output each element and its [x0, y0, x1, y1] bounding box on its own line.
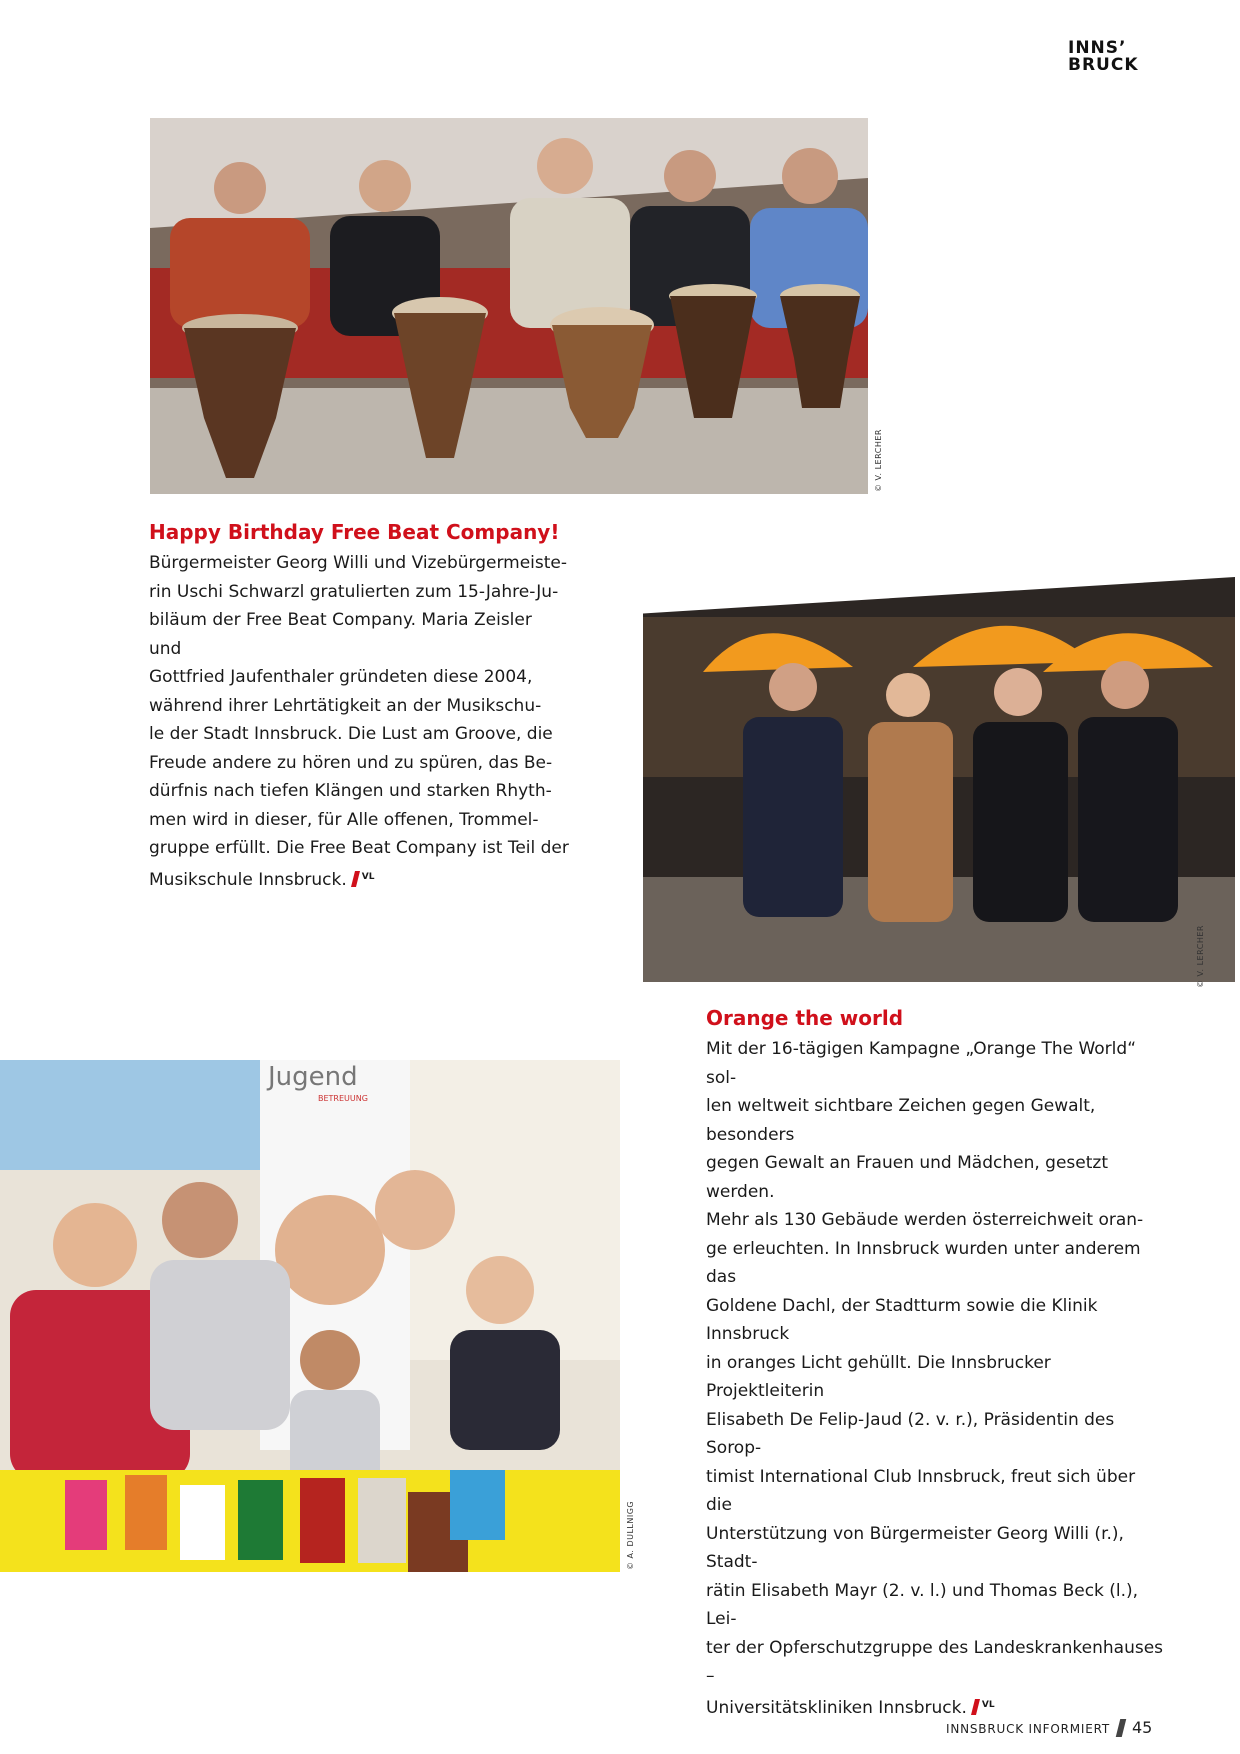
photo-credit-1: © V. LERCHER — [874, 429, 883, 492]
body-line: rätin Elisabeth Mayr (2. v. l.) und Thomas Beck (l.), Lei- — [706, 1580, 1139, 1629]
author-initials: VL — [361, 871, 375, 882]
article-orange-world — [706, 1005, 1166, 1722]
body-line: gegen Gewalt an Frauen und Mädchen, gesetzt werden. — [706, 1153, 1108, 1202]
article-title: Orange the world — [706, 1006, 904, 1030]
orange-umbrellas-photo — [643, 577, 1235, 982]
body-line: Universitätskliniken Innsbruck. — [706, 1697, 967, 1718]
sign-text: Jugend — [268, 1062, 358, 1092]
youth-care-photo — [0, 1060, 620, 1572]
end-slash-icon — [351, 871, 360, 887]
body-line: Elisabeth De Felip-Jaud (2. v. r.), Präsidentin des Sorop- — [706, 1409, 1115, 1458]
body-line: dürfnis nach tiefen Klängen und starken Rhyth- — [149, 781, 552, 801]
page-number: 45 — [1132, 1718, 1153, 1737]
body-line: Gottfried Jaufenthaler gründeten diese 2004, — [149, 667, 533, 687]
page-footer — [946, 1718, 1152, 1737]
body-line: während ihrer Lehrtätigkeit an der Musikschu- — [149, 695, 542, 716]
article-body — [706, 1035, 1166, 1722]
body-line: rin Uschi Schwarzl gratulierten zum 15-Jahre-Ju- — [149, 581, 559, 602]
body-line: Bürgermeister Georg Willi und Vizebürgermeiste- — [149, 553, 567, 573]
body-line: men wird in dieser, für Alle offenen, Trommel- — [149, 809, 539, 830]
body-line: Mit der 16-tägigen Kampagne „Orange The World“ sol- — [706, 1039, 1136, 1088]
logo-line-1: INNS’ — [1068, 38, 1127, 58]
body-line: gruppe erfüllt. Die Free Beat Company ist Teil der — [149, 838, 569, 858]
body-line: timist International Club Innsbruck, freut sich über die — [706, 1466, 1136, 1515]
body-line: Musikschule Innsbruck. — [149, 869, 347, 890]
body-line: ter der Opferschutzgruppe des Landeskrankenhauses – — [706, 1637, 1164, 1686]
photo-credit-3: © A. DULLNIGG — [626, 1500, 635, 1570]
body-line: len weltweit sichtbare Zeichen gegen Gewalt, besonders — [706, 1096, 1096, 1145]
logo-line-2: BRUCK — [1068, 55, 1139, 75]
article-free-beat — [149, 519, 569, 894]
sign-subtext: BETREUUNG — [318, 1094, 368, 1103]
body-line: Goldene Dachl, der Stadtturm sowie die Klinik Innsbruck — [706, 1295, 1098, 1344]
article-body — [149, 549, 569, 894]
article-title: Happy Birthday Free Beat Company! — [149, 520, 560, 544]
body-line: in oranges Licht gehüllt. Die Innsbrucker Projektleiterin — [706, 1352, 1051, 1401]
innsbruck-logo — [1068, 40, 1148, 74]
body-line: Freude andere zu hören und zu spüren, das Be- — [149, 752, 553, 773]
body-line: ge erleuchten. In Innsbruck wurden unter anderem das — [706, 1238, 1141, 1287]
body-line: Mehr als 130 Gebäude werden österreichweit oran- — [706, 1210, 1144, 1230]
photo-credit-2: © V. LERCHER — [1196, 925, 1205, 988]
author-initials: VL — [981, 1699, 995, 1710]
end-slash-icon — [971, 1699, 980, 1715]
body-line: biläum der Free Beat Company. Maria Zeisler und — [149, 610, 532, 659]
drum-circle-photo — [150, 118, 868, 494]
footer-divider — [1116, 1719, 1126, 1737]
body-line: Unterstützung von Bürgermeister Georg Willi (r.), Stadt- — [706, 1523, 1124, 1572]
body-line: le der Stadt Innsbruck. Die Lust am Groove, die — [149, 724, 553, 744]
publication-name: INNSBRUCK INFORMIERT — [946, 1722, 1110, 1736]
